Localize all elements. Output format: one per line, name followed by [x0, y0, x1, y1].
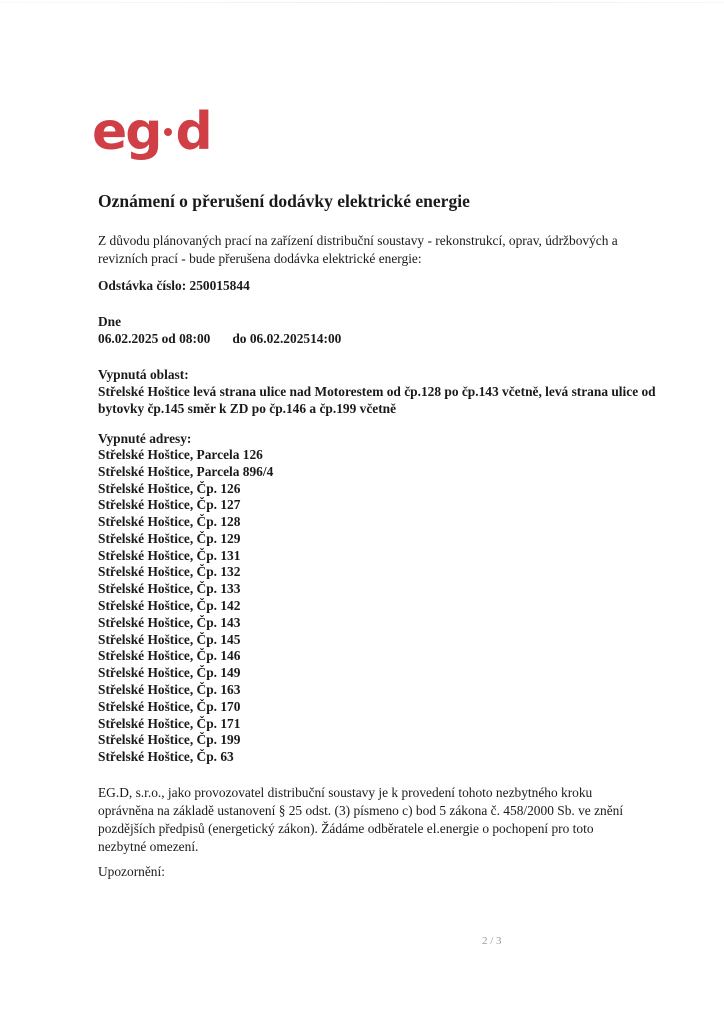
- area-section: [98, 366, 698, 417]
- list-item: Střelské Hoštice, Čp. 127: [98, 497, 241, 513]
- outage-number: Odstávka číslo: 250015844: [98, 278, 250, 293]
- notice-label: Upozornění:: [98, 864, 165, 879]
- list-item: Střelské Hoštice, Čp. 131: [98, 547, 241, 563]
- scan-edge-line: [0, 2, 724, 3]
- area-label: Vypnutá oblast:: [98, 367, 189, 382]
- dates-row: [98, 330, 341, 347]
- list-item: Střelské Hoštice, Parcela 896/4: [98, 463, 274, 479]
- list-item: Střelské Hoštice, Čp. 63: [98, 749, 234, 765]
- dates-label: Dne: [98, 314, 122, 329]
- page-title: Oznámení o přerušení dodávky elektrické energie: [98, 191, 470, 211]
- date-from: 06.02.2025 od 08:00: [98, 331, 211, 346]
- address-list: [98, 447, 273, 766]
- list-item: Střelské Hoštice, Čp. 133: [98, 581, 241, 597]
- logo-dot-icon: [164, 128, 172, 136]
- list-item: Střelské Hoštice, Parcela 126: [98, 447, 263, 462]
- addresses-label: Vypnuté adresy:: [98, 431, 192, 446]
- area-text: Střelské Hoštice levá strana ulice nad Motorestem od čp.128 po čp.143 včetně, levá strana ulice od bytovky čp.145 směr k ZD po čp.146 a čp.199 včetně: [98, 384, 656, 416]
- addresses-section: [98, 430, 273, 766]
- list-item: Střelské Hoštice, Čp. 199: [98, 732, 241, 748]
- logo-text-left: eg: [92, 102, 161, 162]
- list-item: Střelské Hoštice, Čp. 149: [98, 665, 241, 681]
- list-item: Střelské Hoštice, Čp. 129: [98, 530, 241, 546]
- list-item: Střelské Hoštice, Čp. 171: [98, 715, 241, 731]
- list-item: Střelské Hoštice, Čp. 170: [98, 698, 241, 714]
- list-item: Střelské Hoštice, Čp. 126: [98, 480, 241, 496]
- legal-paragraph: EG.D, s.r.o., jako provozovatel distribuční soustavy je k provedení tohoto nezbytného kroku oprávněna na základě ustanovení § 25 odst. (3) písmeno c) bod 5 zákona č. 458/2000 Sb. ve znění pozdějších předpisů (energetický zákon). Žádáme odběratele el.energie o pochopení pro toto nezbytné omezení.: [98, 785, 624, 854]
- list-item: Střelské Hoštice, Čp. 145: [98, 631, 241, 647]
- list-item: Střelské Hoštice, Čp. 146: [98, 648, 241, 664]
- list-item: Střelské Hoštice, Čp. 132: [98, 564, 241, 580]
- egd-logo: [92, 102, 211, 162]
- page-number: 2 / 3: [482, 935, 502, 947]
- logo-text-right: d: [175, 102, 211, 162]
- list-item: Střelské Hoštice, Čp. 143: [98, 614, 241, 630]
- list-item: Střelské Hoštice, Čp. 142: [98, 598, 241, 614]
- intro-paragraph: Z důvodu plánovaných prací na zařízení distribuční soustavy - rekonstrukcí, oprav, údržbových a revizních prací - bude přerušena dodávka elektrické energie:: [98, 233, 618, 266]
- dates-section: [98, 313, 341, 347]
- date-to: do 06.02.202514:00: [232, 331, 342, 346]
- list-item: Střelské Hoštice, Čp. 128: [98, 514, 241, 530]
- list-item: Střelské Hoštice, Čp. 163: [98, 681, 241, 697]
